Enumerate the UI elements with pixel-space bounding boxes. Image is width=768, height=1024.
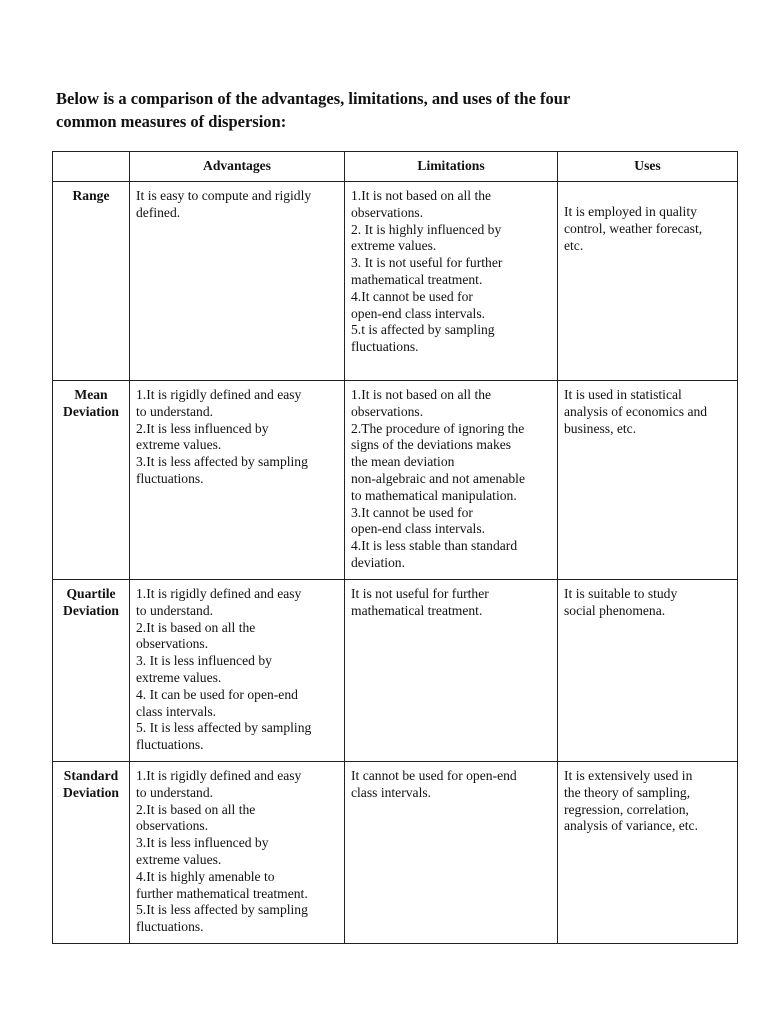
cell-line: fluctuations. [136, 737, 204, 753]
cell-line: to understand. [136, 784, 214, 800]
cell-line: 2.It is based on all the [136, 619, 256, 635]
cell-line: 3.It is less affected by sampling [136, 454, 308, 470]
cell-line: 5.It is less affected by sampling [136, 902, 308, 918]
cell-line: 4.It cannot be used for [351, 288, 473, 304]
cell-line: 3. It is less influenced by [136, 653, 272, 669]
cell-line: 2.It is less influenced by [136, 420, 269, 436]
cell-line: analysis of economics and [564, 403, 708, 419]
cell-line: open-end class intervals. [351, 305, 486, 321]
header-cell-advantages: Advantages [130, 152, 345, 182]
cell-line: It is not useful for further [351, 586, 489, 601]
cell-line: 1.It is rigidly defined and easy [136, 768, 302, 783]
cell-line: signs of the deviations makes [351, 437, 512, 453]
cell-uses [558, 580, 738, 762]
cell-uses [558, 762, 738, 944]
cell-line: extreme values. [351, 238, 437, 254]
cell-line: business, etc. [564, 420, 637, 436]
cell-line: It is extensively used in [564, 768, 693, 783]
cell-line: 2.The procedure of ignoring the [351, 420, 525, 436]
cell-line: 3. It is not useful for further [351, 255, 503, 271]
heading-line-2: common measures of dispersion: [56, 112, 287, 131]
cell-limitations [345, 182, 558, 381]
cell-line: mathematical treatment. [351, 271, 483, 287]
cell-line: mathematical treatment. [351, 602, 483, 618]
cell-line: extreme values. [136, 437, 222, 453]
cell-line: 1.It is rigidly defined and easy [136, 586, 302, 601]
row-label-line: Deviation [63, 784, 119, 800]
cell-line: 1.It is not based on all the [351, 387, 492, 402]
row-label-standard-deviation [53, 762, 130, 944]
cell-line: further mathematical treatment. [136, 885, 308, 901]
cell-line: analysis of variance, etc. [564, 818, 698, 834]
cell-advantages [130, 762, 345, 944]
row-label-line: Range [72, 188, 110, 203]
cell-uses [558, 182, 738, 381]
table-row [53, 182, 738, 381]
table-row [53, 381, 738, 580]
cell-line: 5. It is less affected by sampling [136, 720, 312, 736]
cell-advantages [130, 580, 345, 762]
cell-line: defined. [136, 204, 181, 220]
cell-line: It is used in statistical [564, 387, 682, 402]
row-label-line: Deviation [63, 403, 119, 419]
cell-line: control, weather forecast, [564, 220, 703, 236]
cell-line: 4. It can be used for open-end [136, 686, 298, 702]
cell-line: 1.It is rigidly defined and easy [136, 387, 302, 402]
cell-line: class intervals. [136, 703, 217, 719]
cell-line: deviation. [351, 554, 405, 570]
cell-line: class intervals. [351, 784, 432, 800]
cell-line: 2.It is based on all the [136, 801, 256, 817]
header-cell-uses: Uses [558, 152, 738, 182]
cell-limitations [345, 381, 558, 580]
cell-line: observations. [136, 818, 209, 834]
cell-line: 4.It is less stable than standard [351, 538, 518, 554]
dispersion-comparison-table [52, 151, 738, 944]
cell-line: It is suitable to study [564, 586, 678, 601]
row-label-line: Deviation [63, 602, 119, 618]
heading-line-1: Below is a comparison of the advantages, limitations, and uses of the four [56, 89, 571, 108]
cell-line: It is easy to compute and rigidly [136, 188, 312, 203]
row-label-line: Mean [74, 387, 108, 402]
cell-line: etc. [564, 237, 584, 253]
cell-line: to understand. [136, 403, 214, 419]
row-label-quartile-deviation [53, 580, 130, 762]
row-label-range [53, 182, 130, 381]
cell-line: non-algebraic and not amenable [351, 470, 525, 486]
cell-limitations [345, 762, 558, 944]
row-label-line: Quartile [66, 586, 116, 601]
cell-line: 5.t is affected by sampling [351, 322, 495, 338]
header-cell-blank [53, 152, 130, 182]
cell-line: fluctuations. [136, 919, 204, 935]
cell-line: fluctuations. [136, 470, 204, 486]
row-label-line: Standard [63, 768, 119, 783]
cell-line: to understand. [136, 602, 214, 618]
cell-advantages [130, 381, 345, 580]
header-cell-limitations: Limitations [345, 152, 558, 182]
cell-line: It is employed in quality [564, 204, 697, 219]
cell-line: 3.It is less influenced by [136, 835, 269, 851]
table-row [53, 580, 738, 762]
cell-line: open-end class intervals. [351, 521, 486, 537]
cell-line: observations. [351, 403, 424, 419]
cell-limitations [345, 580, 558, 762]
cell-line: to mathematical manipulation. [351, 487, 517, 503]
cell-uses [558, 381, 738, 580]
cell-advantages [130, 182, 345, 381]
cell-line: observations. [136, 636, 209, 652]
page-heading [56, 87, 696, 133]
cell-line: 1.It is not based on all the [351, 188, 492, 203]
cell-line: the mean deviation [351, 454, 455, 470]
cell-line: 4.It is highly amenable to [136, 868, 275, 884]
row-label-mean-deviation [53, 381, 130, 580]
cell-line: It cannot be used for open-end [351, 768, 517, 783]
cell-line: extreme values. [136, 669, 222, 685]
cell-line: 3.It cannot be used for [351, 504, 473, 520]
cell-line: 2. It is highly influenced by [351, 221, 502, 237]
cell-line: observations. [351, 204, 424, 220]
table-row [53, 762, 738, 944]
cell-line: the theory of sampling, [564, 784, 691, 800]
cell-line: extreme values. [136, 851, 222, 867]
table-header-row [53, 152, 738, 182]
cell-line: social phenomena. [564, 602, 666, 618]
cell-line: regression, correlation, [564, 801, 689, 817]
cell-line: fluctuations. [351, 339, 419, 355]
